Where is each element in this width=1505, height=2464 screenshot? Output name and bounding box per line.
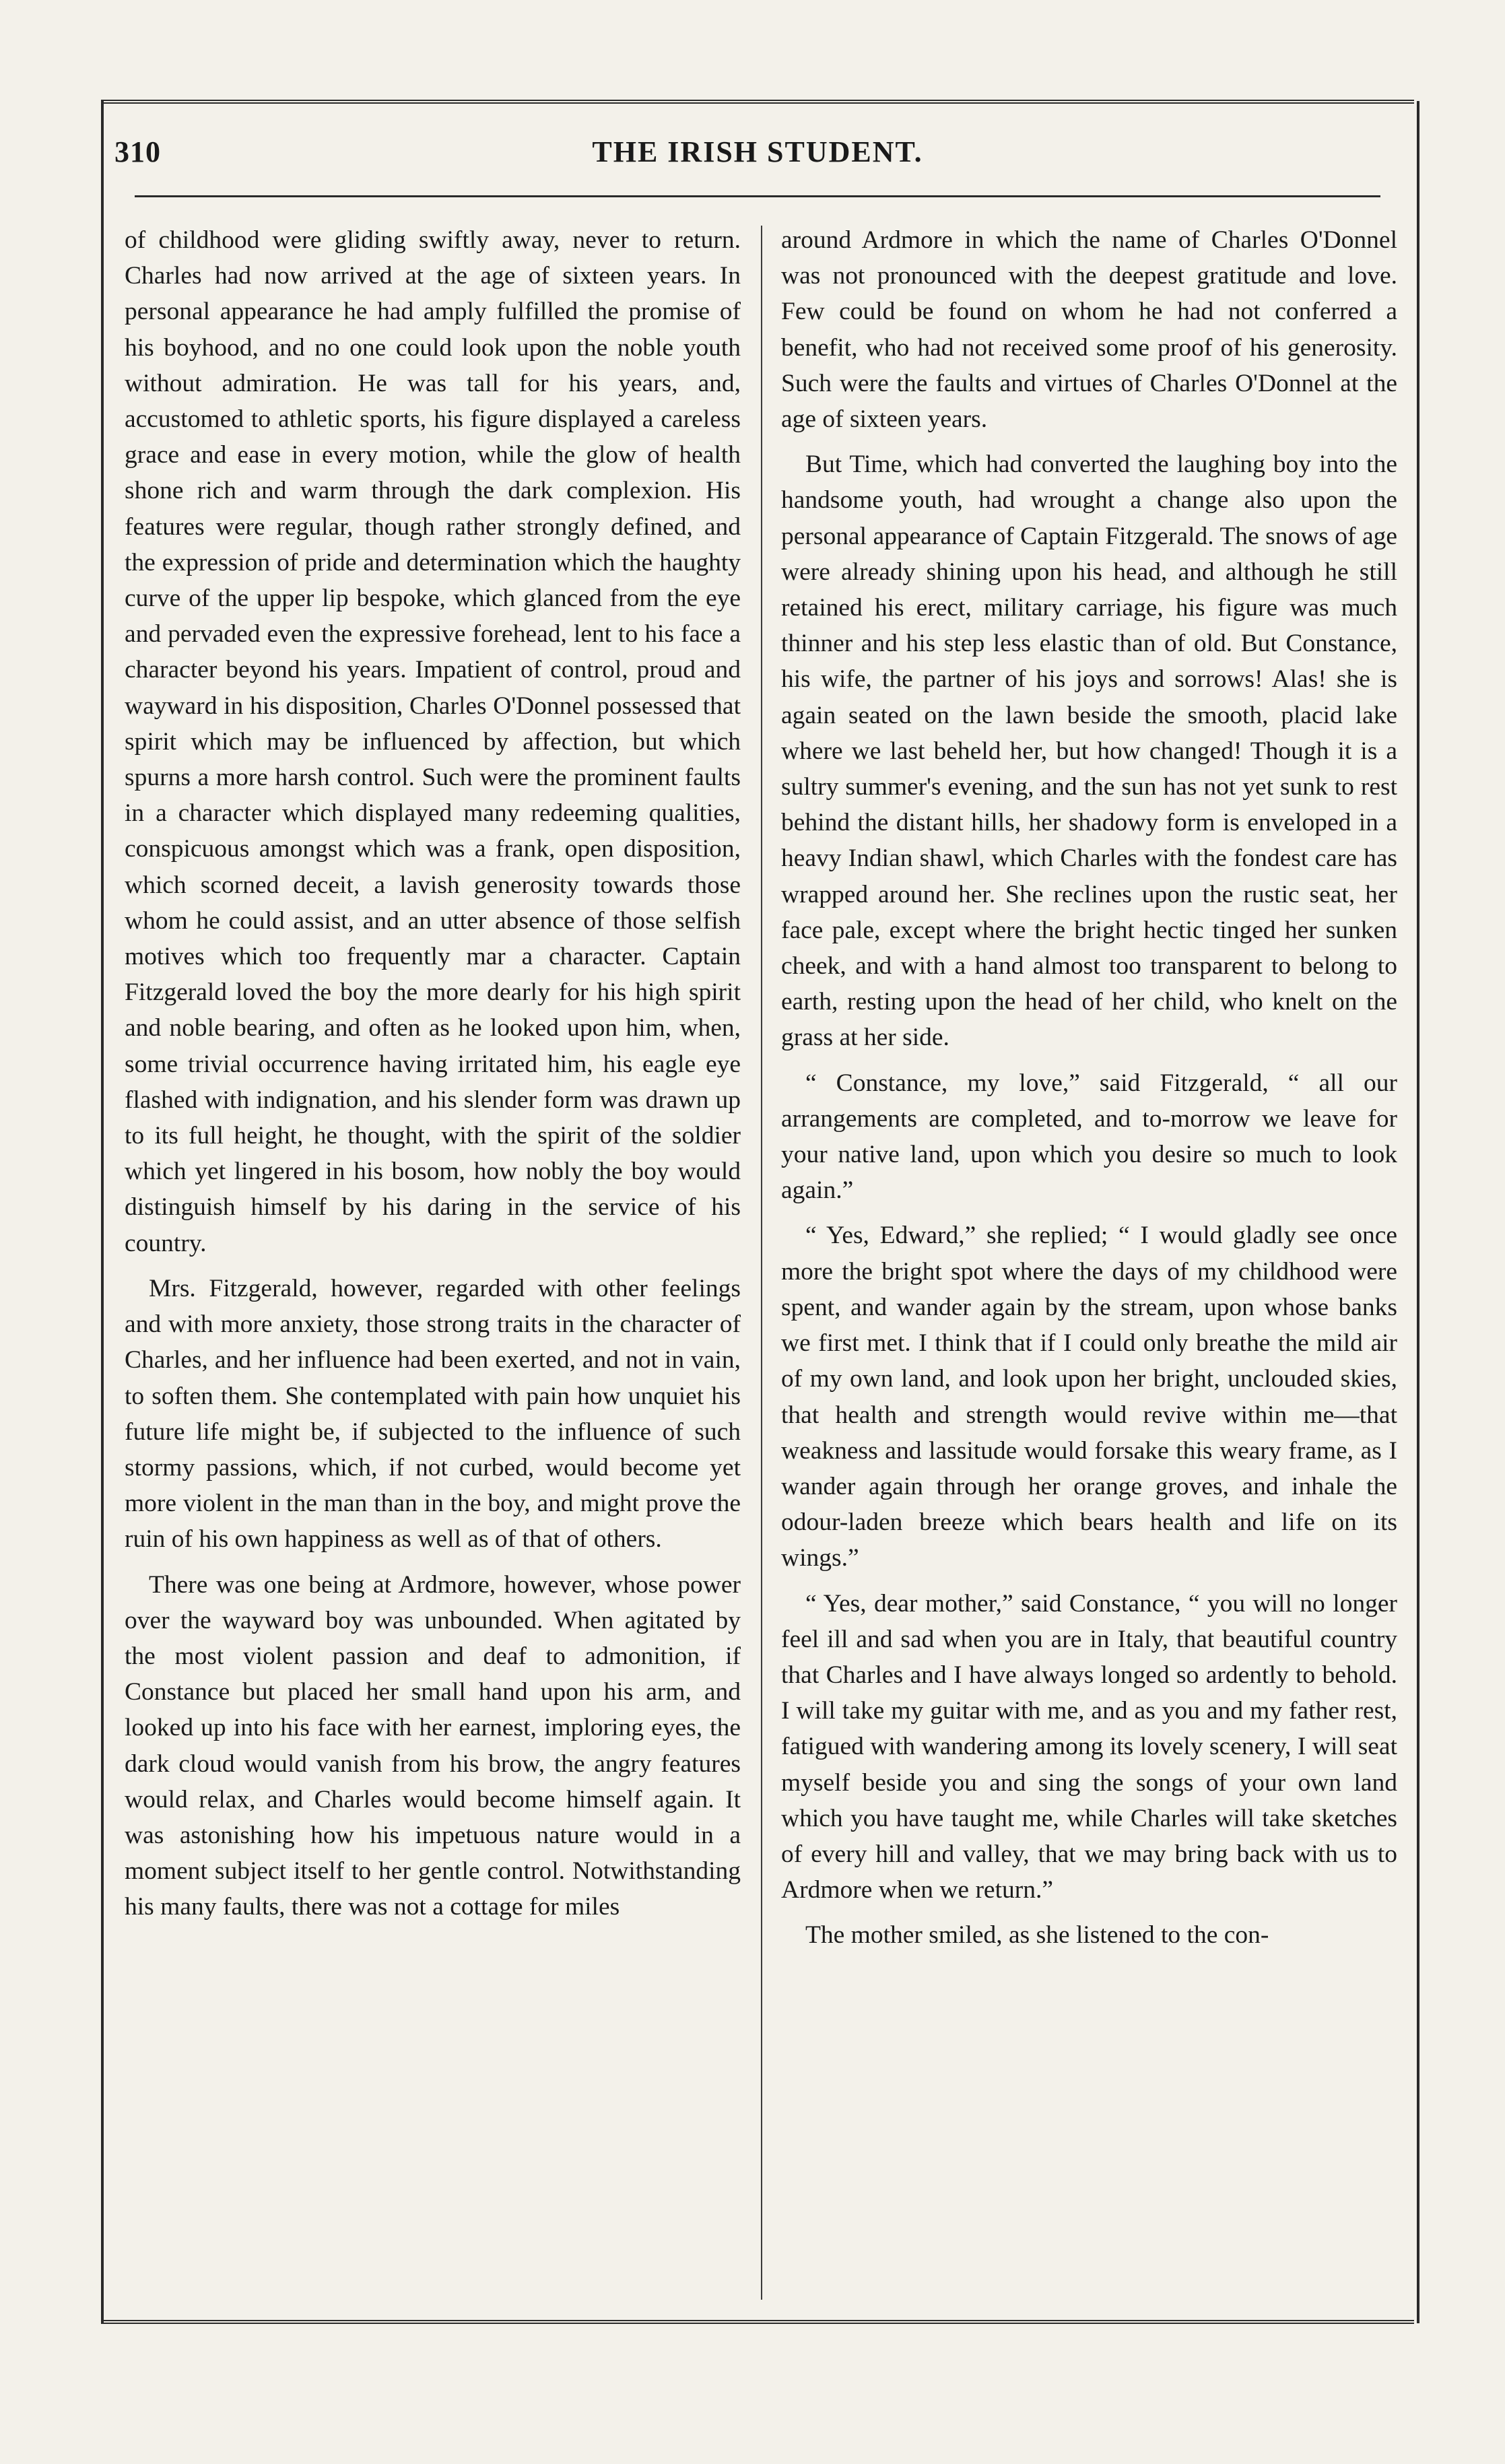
paragraph: “ Yes, Edward,” she replied; “ I would gladly see once more the bright spot where the days of my childhood were spent, and wander again by the stream, upon whose banks we first met. I think that if I could only breathe the mild air of my own land, and look upon her bright, unclouded skies, that health and strength would revive within me—that weakness and lassitude would forsake this weary frame, as I wander again through her orange groves, and inhale the odour-laden breeze which bears health and life on its wings.” — [781, 1222, 1397, 1572]
header-rule — [135, 195, 1380, 197]
paragraph: of childhood were gliding swiftly away, never to return. Charles had now arrived at the age of sixteen years. In personal appearance he had amply fulfilled the promise of his boyhood, and no one could look upon the noble youth without admiration. He was tall for his years, and, accustomed to athletic sports, his figure displayed a careless grace and ease in every motion, while the glow of health shone rich and warm through the dark complexion. His features were regular, though rather strongly defined, and the expression of pride and determination which the haughty curve of the upper lip bespoke, which glanced from the eye and pervaded even the expressive forehead, lent to his face a character beyond his years. Impatient of control, proud and wayward in his disposition, Charles O'Donnel possessed that spirit which may be influenced by affection, but which spurns a more harsh control. Such were the prominent faults in a character which displayed many redeeming qualities, conspicuous amongst which was a frank, open disposition, which scorned deceit, a lavish generosity towards those whom he could assist, and an utter absence of those selfish motives which too frequently mar a character. Captain Fitzgerald loved the boy the more dearly for his high spirit and noble bearing, and often as he looked upon him, when, some trivial occurrence having irritated him, his eagle eye flashed with indignation, and his slender form was drawn up to its full height, he thought, with the spirit of the soldier which yet lingered in his bosom, how nobly the boy would distinguish himself by his daring in the service of his country. — [125, 226, 741, 1257]
paragraph: The mother smiled, as she listened to the con- — [805, 1921, 1269, 1950]
paragraph: around Ardmore in which the name of Charles O'Donnel was not pronounced with the deepest gratitude and love. Few could be found on whom he had not conferred a benefit, who had not received some proof of his generosity. Such were the faults and virtues of Charles O'Donnel at the age of sixteen years. — [781, 226, 1397, 434]
page-number: 310 — [114, 135, 161, 168]
paragraph: “ Yes, dear mother,” said Constance, “ you will no longer feel ill and sad when you are in Italy, that beautiful country that Charles and I have always longed so ardently to behold. I will take my guitar with me, and as you and my father rest, fatigued with wandering among its lovely scenery, I will seat myself beside you and sing the songs of your own land which you have taught me, while Charles will take sketches of every hill and valley, that we may bring back with us to Ardmore when we return.” — [781, 1589, 1397, 1904]
paragraph: “ Constance, my love,” said Fitzgerald, “ all our arrangements are completed, and to-morrow we leave for your native land, upon which you desire so much to look again.” — [781, 1069, 1397, 1205]
right-column — [781, 222, 1397, 1963]
paragraph: Mrs. Fitzgerald, however, regarded with other feelings and with more anxiety, those strong traits in the character of Charles, and her influence had been exerted, and not in vain, to soften them. She contemplated with pain how unquiet his future life might be, if subjected to the influence of such stormy passions, which, if not curbed, would become yet more violent in the man than in the boy, and might prove the ruin of his own happiness as well as of that of others. — [125, 1274, 741, 1554]
bottom-ornamental-rule — [101, 2320, 1414, 2324]
paragraph: But Time, which had converted the laughing boy into the handsome youth, had wrought a change also upon the personal appearance of Captain Fitzgerald. The snows of age were already shining upon his head, and although he still retained his erect, military carriage, his figure was much thinner and his step less elastic than of old. But Constance, his wife, the partner of his joys and sorrows! Alas! she is again seated on the lawn beside the smooth, placid lake where we last beheld her, but how changed! Though it is a sultry summer's evening, and the sun has not yet sunk to rest behind the distant hills, her shadowy form is enveloped in a heavy Indian shawl, which Charles with the fondest care has wrapped around her. She reclines upon the rustic seat, her face pale, except where the bright hectic tinged her sunken cheek, and with a hand almost too transparent to belong to earth, resting upon the head of her child, who knelt on the grass at her side. — [781, 451, 1397, 1052]
column-divider — [761, 226, 762, 2300]
running-title: THE IRISH STUDENT. — [592, 135, 923, 168]
top-ornamental-rule — [101, 100, 1414, 104]
page-header — [114, 135, 1401, 189]
left-column — [125, 222, 741, 1935]
paragraph: There was one being at Ardmore, however, whose power over the wayward boy was unbounded. When agitated by the most violent passion and deaf to admonition, if Constance but placed her small hand upon his arm, and looked up into his face with her earnest, imploring eyes, the dark cloud would vanish from his brow, the angry features would relax, and Charles would become himself again. It was astonishing how his impetuous nature would in a moment subject itself to her gentle control. Notwithstanding his many faults, there was not a cottage for miles — [125, 1570, 741, 1921]
